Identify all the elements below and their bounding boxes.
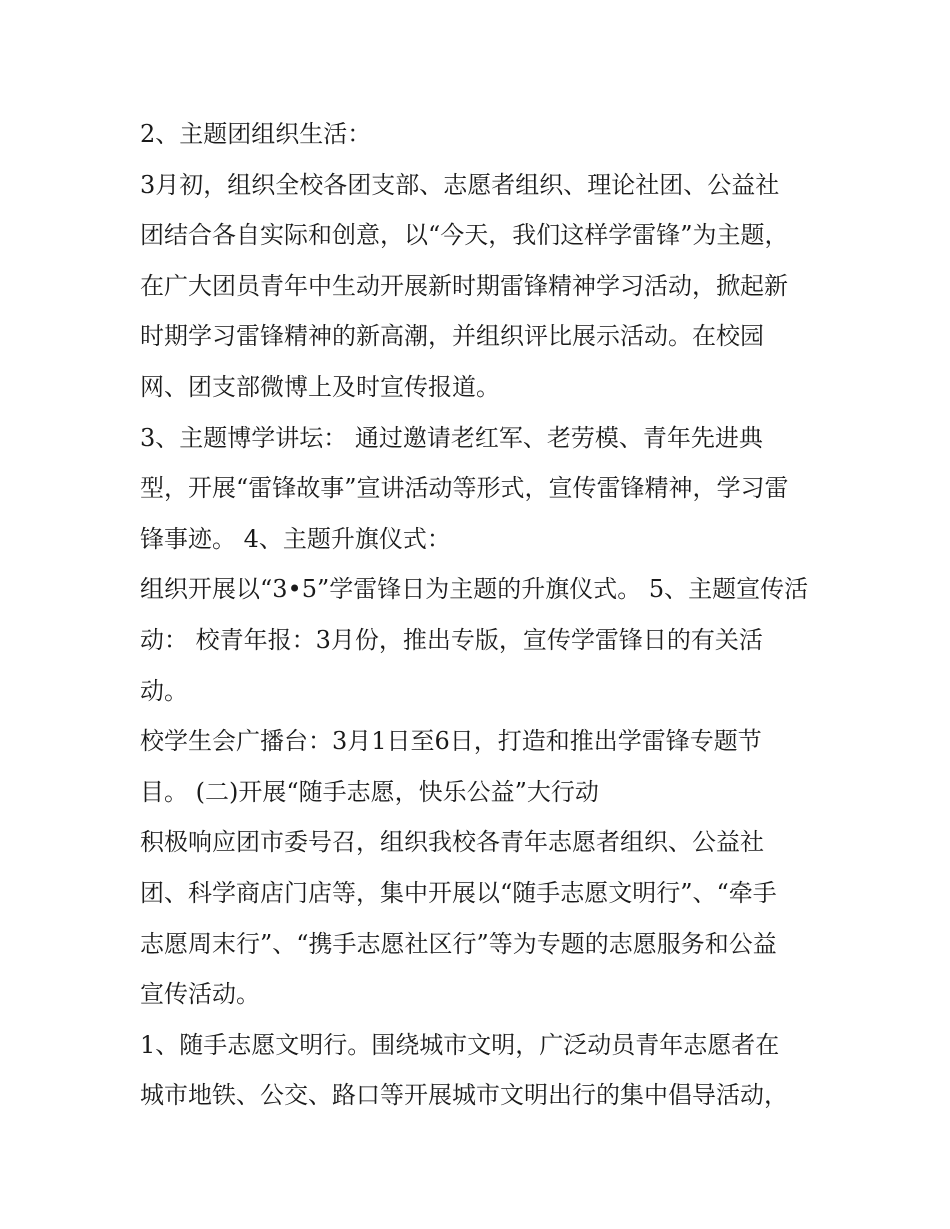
text-line: 型，开展“雷锋故事”宣讲活动等形式，宣传雷锋精神，学习雷: [140, 474, 789, 503]
text-line: 积极响应团市委号召，组织我校各青年志愿者组织、公益社: [140, 828, 764, 857]
text-line: 2、主题团组织生活：: [140, 120, 372, 148]
text-line: 网、团支部微博上及时宣传报道。: [140, 372, 500, 401]
text-line: 时期学习雷锋精神的新高潮，并组织评比展示活动。在校园: [140, 322, 764, 351]
text-line: 动。: [140, 676, 188, 705]
text-line: 在广大团员青年中生动开展新时期雷锋精神学习活动，掀起新: [140, 271, 788, 300]
document-body: [140, 109, 840, 1121]
text-line: 组织开展以“3•5”学雷锋日为主题的升旗仪式。 5、主题宣传活: [140, 575, 809, 604]
text-line: 3、主题博学讲坛： 通过邀请老红军、老劳模、青年先进典: [140, 423, 763, 452]
text-line: 志愿周末行”、“携手志愿社区行”等为专题的志愿服务和公益: [140, 929, 777, 958]
text-line: 团结合各自实际和创意，以“今天，我们这样学雷锋”为主题，: [140, 221, 789, 250]
text-line: 3月初，组织全校各团支部、志愿者组织、理论社团、公益社: [140, 170, 780, 199]
text-line: 城市地铁、公交、路口等开展城市文明出行的集中倡导活动，: [140, 1081, 788, 1110]
text-line: 锋事迹。 4、主题升旗仪式：: [140, 524, 451, 553]
text-line: 校学生会广播台：3月1日至6日，打造和推出学雷锋专题节: [140, 727, 762, 756]
text-line: 1、随手志愿文明行。围绕城市文明，广泛动员青年志愿者在: [140, 1030, 780, 1059]
text-line: 目。 (二)开展“随手志愿，快乐公益”大行动: [140, 777, 599, 806]
text-line: 动： 校青年报：3月份，推出专版，宣传学雷锋日的有关活: [140, 625, 763, 654]
text-line: 团、科学商店门店等，集中开展以“随手志愿文明行”、“牵手: [140, 878, 777, 907]
text-line: 宣传活动。: [140, 980, 260, 1009]
